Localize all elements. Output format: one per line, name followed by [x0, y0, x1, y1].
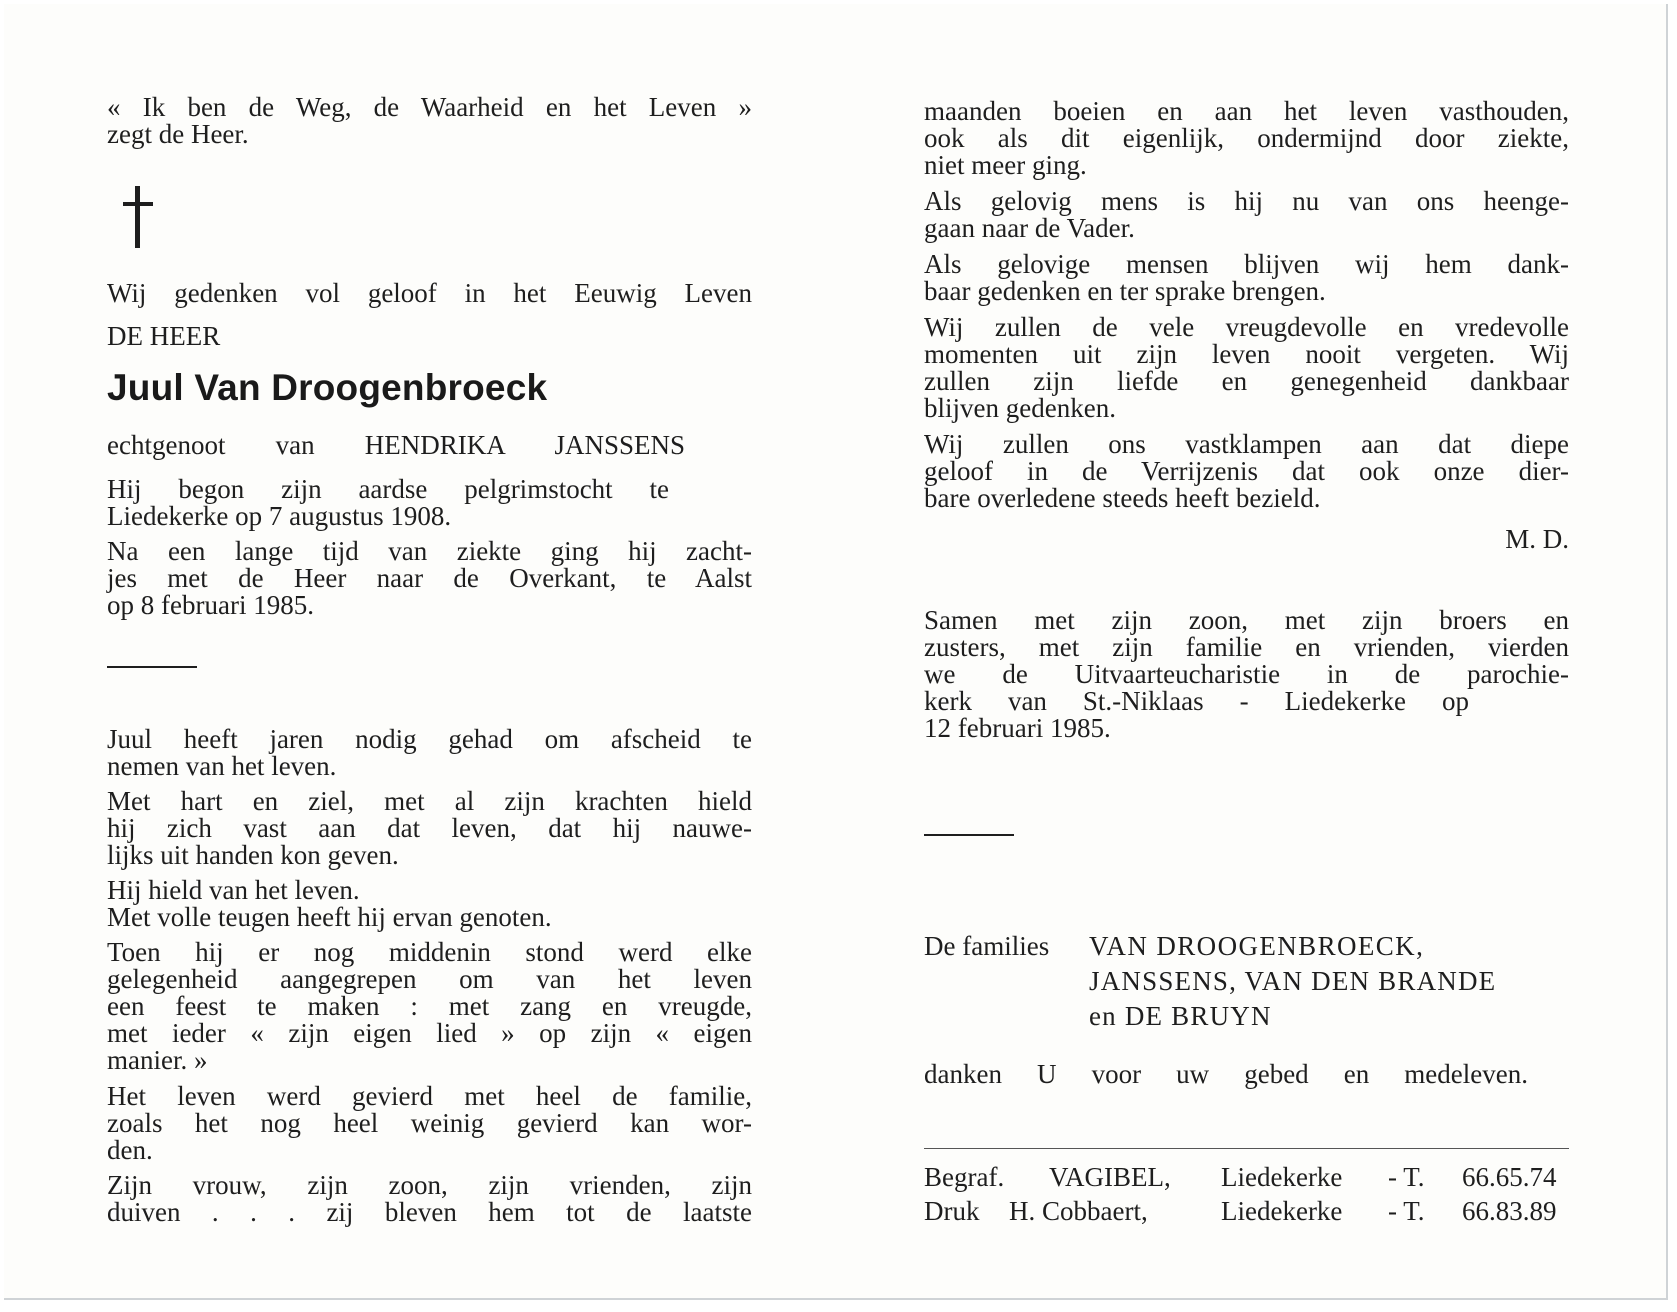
credit-tel-prefix: - T. [1388, 1196, 1425, 1226]
deceased-name: Juul Van Droogenbroeck [107, 367, 548, 408]
epigraph-line: « Ik ben de Weg, de Waarheid en het Leven » [107, 92, 752, 122]
credits-rule [924, 1148, 1569, 1149]
paragraph: Wij zullen ons vastklampen aan dat diepe geloof in de Verrijzenis dat ook onze dier- bare overledene steeds heeft bezield. [924, 429, 1569, 513]
cross-icon [123, 186, 153, 248]
paragraph: Het leven werd gevierd met heel de familie, zoals het nog heel weinig gevierd kan wor- den. [107, 1081, 752, 1165]
family-name: VAN DROOGENBROECK, [1089, 931, 1425, 961]
thanks-text: danken U voor uw gebed en medeleven. [924, 1059, 1528, 1089]
death-text: Na een lange tijd van ziekte ging hij zacht- jes met de Heer naar de Overkant, te Aalst op 8 februari 1985. [107, 536, 752, 620]
spouse-text: echtgenoot van HENDRIKA JANSSENS [107, 430, 685, 460]
paragraph: Wij zullen de vele vreugdevolle en vredevolle momenten uit zijn leven nooit vergeten. Wij zullen zijn liefde en genegenheid dankbaar blijven gedenken. [924, 312, 1569, 423]
funeral-text: Samen met zijn zoon, met zijn broers en zusters, met zijn familie en vrienden, vierden we de Uitvaarteucharistie in de parochie- kerk van St.-Niklaas - Liedekerke op 12 februari 1985. [924, 605, 1569, 743]
families-label: De families [924, 931, 1050, 961]
credit-tel-prefix: - T. [1388, 1162, 1425, 1192]
signature: M. D. [1505, 524, 1569, 554]
credit-role: Druk [924, 1196, 980, 1226]
epigraph-line: zegt de Heer. [107, 119, 249, 149]
credit-place: Liedekerke [1221, 1196, 1343, 1226]
paragraph: Als gelovige mensen blijven wij hem dank- baar gedenken en ter sprake brengen. [924, 249, 1569, 306]
paragraph: Juul heeft jaren nodig gehad om afscheid te nemen van het leven. [107, 724, 752, 781]
credit-tel: 66.83.89 [1462, 1196, 1557, 1226]
paragraph: Als gelovig mens is hij nu van ons heenge- gaan naar de Vader. [924, 186, 1569, 243]
credit-name: H. Cobbaert, [1009, 1196, 1148, 1226]
credit-row [924, 1198, 1569, 1232]
credit-role: Begraf. [924, 1162, 1005, 1192]
credit-name: VAGIBEL, [1049, 1162, 1171, 1192]
memorial-card [4, 4, 1668, 1300]
birth-text: Hij begon zijn aardse pelgrimstocht te Liedekerke op 7 augustus 1908. [107, 474, 669, 531]
intro-text: Wij gedenken vol geloof in het Eeuwig Leven [107, 278, 752, 308]
divider [924, 834, 1014, 836]
paragraph: Hij hield van het leven. Met volle teugen heeft hij ervan genoten. [107, 875, 552, 932]
credit-tel: 66.65.74 [1462, 1162, 1557, 1192]
title-text: DE HEER [107, 321, 221, 351]
paragraph: Met hart en ziel, met al zijn krachten hield hij zich vast aan dat leven, dat hij nauwe- lijks uit handen kon geven. [107, 786, 752, 870]
family-name: JANSSENS, VAN DEN BRANDE [1089, 966, 1497, 996]
family-name: en DE BRUYN [1089, 1001, 1272, 1031]
paragraph: Zijn vrouw, zijn zoon, zijn vrienden, zijn duiven . . . zij bleven hem tot de laatste [107, 1170, 752, 1227]
divider [107, 666, 197, 668]
epigraph [107, 94, 752, 148]
credit-row [924, 1164, 1569, 1198]
credit-place: Liedekerke [1221, 1162, 1343, 1192]
credits [924, 1164, 1569, 1232]
paragraph: Toen hij er nog middenin stond werd elke gelegenheid aangegrepen om van het leven een feest te maken : met zang en vreugde, met ieder « zijn eigen lied » op zijn « eigen manier. » [107, 937, 752, 1075]
paragraph: maanden boeien en aan het leven vasthouden, ook als dit eigenlijk, ondermijnd door ziekte, niet meer ging. [924, 96, 1569, 180]
